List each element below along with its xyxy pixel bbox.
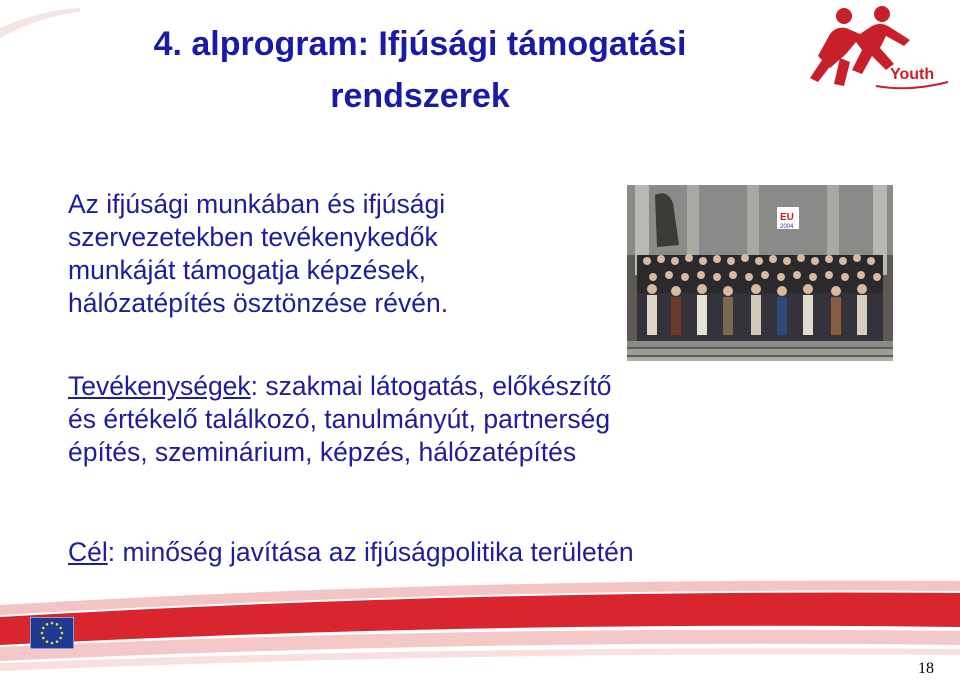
eu-sign-year: 2004 xyxy=(780,224,794,230)
goal-label: Cél xyxy=(68,537,108,567)
activities-line: és értékelő találkozó, tanulmányút, partnerség xyxy=(68,404,611,434)
goal-paragraph xyxy=(68,536,928,569)
goal-text: : minőség javítása az ifjúságpolitika területén xyxy=(107,537,634,567)
footer-bands xyxy=(0,575,960,687)
title-line-1: 4. alprogram: Ifjúsági támogatási xyxy=(153,25,687,63)
page-number: 18 xyxy=(918,660,934,677)
eu-flag-icon xyxy=(30,617,74,649)
intro-line: hálózatépítés ösztönzése révén. xyxy=(68,288,449,318)
group-photo xyxy=(627,185,893,361)
activities-label: Tevékenységek xyxy=(68,371,251,401)
slide-title xyxy=(80,18,760,122)
activities-line: építés, szeminárium, képzés, hálózatépítés xyxy=(68,437,577,467)
youth-logo-text: Youth xyxy=(890,66,935,83)
intro-paragraph xyxy=(68,188,628,320)
intro-line: Az ifjúsági munkában és ifjúsági xyxy=(68,189,446,219)
activities-line-1 xyxy=(68,370,928,403)
activities-text: : szakmai látogatás, előkészítő xyxy=(250,371,612,401)
intro-line: munkáját támogatja képzések, xyxy=(68,255,426,285)
intro-line: szervezetekben tevékenykedők xyxy=(68,222,438,252)
activities-paragraph xyxy=(68,370,928,469)
title-line-2: rendszerek xyxy=(330,77,510,115)
eu-sign-text: EU xyxy=(780,212,794,223)
